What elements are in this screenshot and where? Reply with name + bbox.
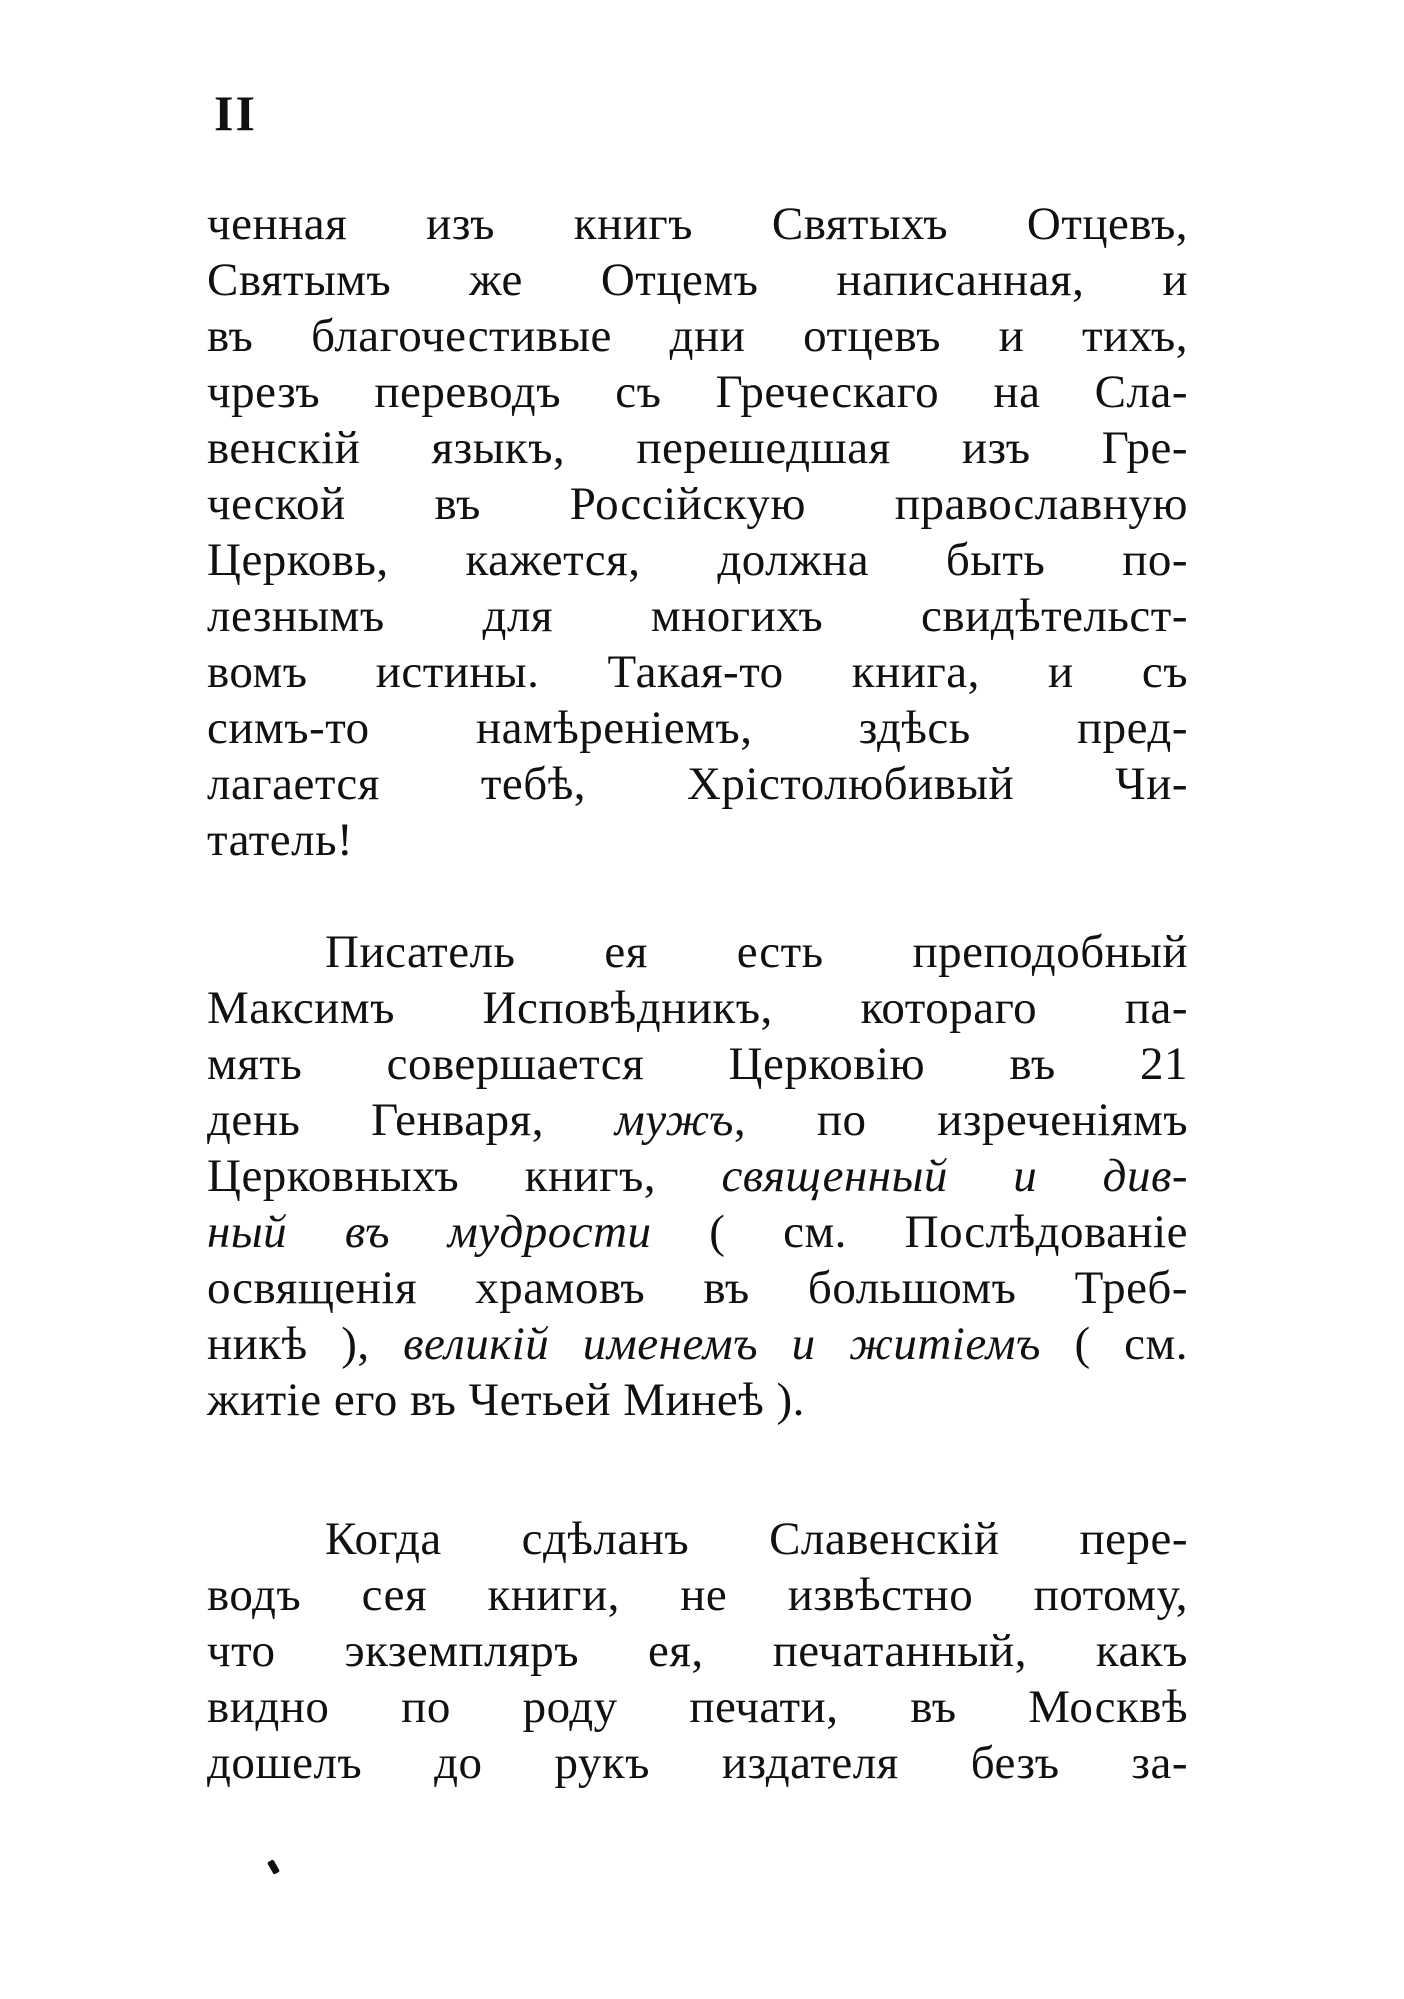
text-line	[207, 644, 1188, 700]
text-line	[207, 756, 1188, 812]
text-segment: Максимъ Исповѣдникъ, котораго па-	[207, 982, 1188, 1034]
text-line	[207, 588, 1188, 644]
text-segment: лезнымъ для многихъ свидѣтельст-	[207, 590, 1188, 642]
text-line	[207, 1623, 1188, 1679]
text-segment: чрезъ переводъ съ Греческаго на Сла-	[207, 366, 1188, 418]
text-segment: татель!	[207, 814, 354, 866]
paragraph-1	[207, 196, 1188, 868]
text-segment: дошелъ до рукъ издателя безъ за-	[207, 1737, 1188, 1789]
text-line	[207, 1679, 1188, 1735]
text-line	[207, 1567, 1188, 1623]
text-segment: Когда сдѣланъ Славенскій пере-	[325, 1513, 1188, 1565]
text-segment: Святымъ же Отцемъ написанная, и	[207, 254, 1188, 306]
italic-segment: священный и див-	[721, 1150, 1189, 1202]
text-line	[207, 420, 1188, 476]
text-line	[207, 308, 1188, 364]
text-segment: мять совершается Церковію въ 21	[207, 1038, 1188, 1090]
text-line	[207, 1148, 1188, 1204]
text-line	[207, 1735, 1188, 1791]
italic-segment: великій именемъ и житіемъ	[403, 1318, 1041, 1370]
text-segment: что экземпляръ ея, печатанный, какъ	[207, 1625, 1188, 1677]
text-segment: Церковныхъ книгъ,	[207, 1150, 722, 1202]
text-segment: ческой въ Россійскую православную	[207, 478, 1188, 530]
text-segment: житіе его въ Четьей Минеѣ ).	[207, 1374, 805, 1426]
text-segment: симъ-то намѣреніемъ, здѣсь пред-	[207, 702, 1188, 754]
text-line	[207, 1092, 1188, 1148]
text-line	[207, 1316, 1188, 1372]
paragraph-2	[207, 924, 1188, 1428]
print-speck	[267, 1859, 280, 1875]
italic-segment: мужъ	[614, 1094, 734, 1146]
text-segment: Церковь, кажется, должна быть по-	[207, 534, 1188, 586]
text-line	[207, 1204, 1188, 1260]
text-segment: ченная изъ книгъ Святыхъ Отцевъ,	[207, 198, 1188, 250]
text-line	[207, 1260, 1188, 1316]
text-segment: видно по роду печати, въ Москвѣ	[207, 1681, 1188, 1733]
text-segment: день Генваря,	[207, 1094, 615, 1146]
text-segment: лагается тебѣ, Хрістолюбивый Чи-	[207, 758, 1188, 810]
text-segment: ( см. Послѣдованіе	[651, 1206, 1188, 1258]
text-line	[207, 1511, 1188, 1567]
text-line	[207, 812, 1188, 868]
text-line	[207, 980, 1188, 1036]
text-line	[207, 1372, 1188, 1428]
text-segment: ( см.	[1040, 1318, 1188, 1370]
paragraph-3	[207, 1511, 1188, 1791]
text-line	[207, 1036, 1188, 1092]
text-line	[207, 364, 1188, 420]
text-segment: освященія храмовъ въ большомъ Треб-	[207, 1262, 1188, 1314]
text-line	[207, 476, 1188, 532]
text-segment: въ благочестивые дни отцевъ и тихъ,	[207, 310, 1188, 362]
text-segment: водъ сея книги, не извѣстно потому,	[207, 1569, 1188, 1621]
text-line	[207, 252, 1188, 308]
text-line	[207, 700, 1188, 756]
text-segment: , по изреченіямъ	[733, 1094, 1188, 1146]
text-line	[207, 924, 1188, 980]
text-segment: никѣ ),	[207, 1318, 404, 1370]
page-number: II	[214, 85, 257, 141]
text-line	[207, 196, 1188, 252]
text-line	[207, 532, 1188, 588]
italic-segment: ный въ мудрости	[207, 1206, 652, 1258]
text-segment: вомъ истины. Такая-то книга, и съ	[207, 646, 1188, 698]
text-segment: венскій языкъ, перешедшая изъ Гре-	[207, 422, 1188, 474]
text-segment: Писатель ея есть преподобный	[325, 926, 1188, 978]
